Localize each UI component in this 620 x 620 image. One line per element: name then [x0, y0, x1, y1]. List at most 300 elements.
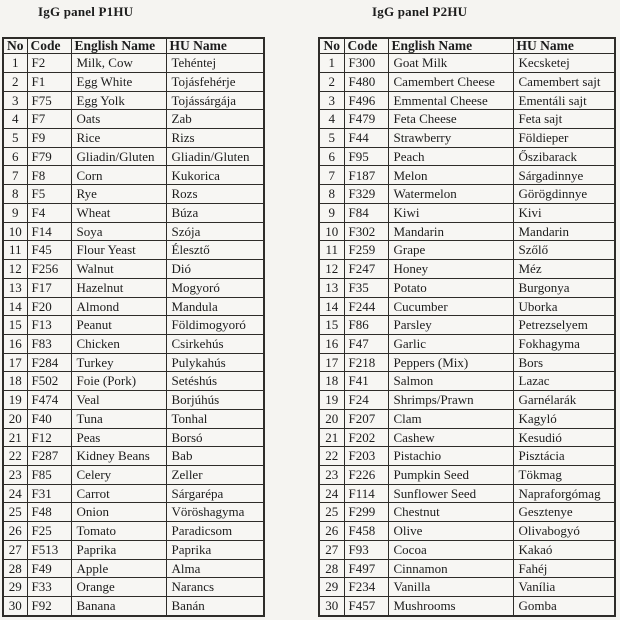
table-row — [319, 484, 615, 503]
hu-name-cell: Bab — [166, 447, 264, 466]
column-header: HU Name — [166, 38, 264, 54]
no-cell: 19 — [3, 391, 27, 410]
hu-name-cell: Zeller — [166, 465, 264, 484]
table-row — [3, 241, 264, 260]
english-name-cell: Veal — [71, 391, 166, 410]
no-cell: 1 — [3, 54, 27, 73]
english-name-cell: Carrot — [71, 484, 166, 503]
hu-name-cell: Pisztácia — [513, 447, 615, 466]
code-cell: F256 — [27, 260, 71, 279]
hu-name-cell: Olivabogyó — [513, 522, 615, 541]
code-cell: F48 — [27, 503, 71, 522]
table-row — [319, 465, 615, 484]
no-cell: 29 — [319, 578, 344, 597]
code-cell: F114 — [344, 484, 388, 503]
table-row — [3, 334, 264, 353]
hu-name-cell: Méz — [513, 260, 615, 279]
table-row — [319, 260, 615, 279]
code-cell: F40 — [27, 409, 71, 428]
code-cell: F25 — [27, 522, 71, 541]
code-cell: F12 — [27, 428, 71, 447]
hu-name-cell: Kukorica — [166, 166, 264, 185]
no-cell: 30 — [319, 597, 344, 616]
no-cell: 9 — [3, 203, 27, 222]
english-name-cell: Cinnamon — [388, 559, 513, 578]
hu-name-cell: Szója — [166, 222, 264, 241]
no-cell: 11 — [3, 241, 27, 260]
hu-name-cell: Fahéj — [513, 559, 615, 578]
column-header: Code — [344, 38, 388, 54]
hu-name-cell: Földieper — [513, 129, 615, 148]
code-cell: F7 — [27, 110, 71, 129]
table-row — [3, 503, 264, 522]
no-cell: 17 — [319, 353, 344, 372]
no-cell: 23 — [3, 465, 27, 484]
table-row — [319, 166, 615, 185]
table-row — [319, 185, 615, 204]
no-cell: 12 — [3, 260, 27, 279]
table-row — [319, 428, 615, 447]
english-name-cell: Garlic — [388, 334, 513, 353]
english-name-cell: Chestnut — [388, 503, 513, 522]
no-cell: 8 — [319, 185, 344, 204]
hu-name-cell: Földimogyoró — [166, 316, 264, 335]
code-cell: F33 — [27, 578, 71, 597]
table-row — [3, 540, 264, 559]
english-name-cell: Kidney Beans — [71, 447, 166, 466]
no-cell: 26 — [319, 522, 344, 541]
hu-name-cell: Sárgarépa — [166, 484, 264, 503]
no-cell: 2 — [319, 72, 344, 91]
code-cell: F302 — [344, 222, 388, 241]
hu-name-cell: Paradicsom — [166, 522, 264, 541]
hu-name-cell: Garnélarák — [513, 391, 615, 410]
no-cell: 13 — [319, 278, 344, 297]
code-cell: F4 — [27, 203, 71, 222]
code-cell: F244 — [344, 297, 388, 316]
table-row — [3, 72, 264, 91]
code-cell: F234 — [344, 578, 388, 597]
table-row — [319, 597, 615, 616]
table-row — [3, 447, 264, 466]
table-row — [3, 260, 264, 279]
table-row — [3, 465, 264, 484]
no-cell: 3 — [3, 91, 27, 110]
table-row — [3, 147, 264, 166]
no-cell: 13 — [3, 278, 27, 297]
column-header: English Name — [71, 38, 166, 54]
no-cell: 28 — [319, 559, 344, 578]
table-row — [319, 409, 615, 428]
hu-name-cell: Pulykahús — [166, 353, 264, 372]
table-row — [319, 316, 615, 335]
no-cell: 14 — [3, 297, 27, 316]
table-row — [319, 241, 615, 260]
header-row — [319, 38, 615, 54]
code-cell: F84 — [344, 203, 388, 222]
code-cell: F479 — [344, 110, 388, 129]
english-name-cell: Almond — [71, 297, 166, 316]
no-cell: 14 — [319, 297, 344, 316]
english-name-cell: Paprika — [71, 540, 166, 559]
table-row — [3, 54, 264, 73]
english-name-cell: Turkey — [71, 353, 166, 372]
hu-name-cell: Napraforgómag — [513, 484, 615, 503]
table-row — [319, 222, 615, 241]
no-cell: 16 — [3, 334, 27, 353]
no-cell: 26 — [3, 522, 27, 541]
code-cell: F8 — [27, 166, 71, 185]
no-cell: 16 — [319, 334, 344, 353]
english-name-cell: Honey — [388, 260, 513, 279]
table-row — [319, 522, 615, 541]
table-row — [3, 110, 264, 129]
english-name-cell: Soya — [71, 222, 166, 241]
hu-name-cell: Camembert sajt — [513, 72, 615, 91]
table-row — [3, 428, 264, 447]
table-row — [3, 372, 264, 391]
english-name-cell: Potato — [388, 278, 513, 297]
panel-p2hu — [318, 0, 616, 617]
english-name-cell: Corn — [71, 166, 166, 185]
hu-name-cell: Tökmag — [513, 465, 615, 484]
no-cell: 19 — [319, 391, 344, 410]
code-cell: F49 — [27, 559, 71, 578]
code-cell: F5 — [27, 185, 71, 204]
hu-name-cell: Dió — [166, 260, 264, 279]
hu-name-cell: Mandula — [166, 297, 264, 316]
no-cell: 5 — [319, 129, 344, 148]
english-name-cell: Salmon — [388, 372, 513, 391]
table-row — [319, 391, 615, 410]
hu-name-cell: Bors — [513, 353, 615, 372]
no-cell: 10 — [319, 222, 344, 241]
code-cell: F41 — [344, 372, 388, 391]
table-row — [319, 540, 615, 559]
english-name-cell: Gliadin/Gluten — [71, 147, 166, 166]
english-name-cell: Pistachio — [388, 447, 513, 466]
english-name-cell: Rice — [71, 129, 166, 148]
no-cell: 9 — [319, 203, 344, 222]
no-cell: 30 — [3, 597, 27, 616]
hu-name-cell: Burgonya — [513, 278, 615, 297]
table-row — [3, 297, 264, 316]
english-name-cell: Cashew — [388, 428, 513, 447]
english-name-cell: Sunflower Seed — [388, 484, 513, 503]
code-cell: F502 — [27, 372, 71, 391]
column-header: No — [319, 38, 344, 54]
table-row — [3, 409, 264, 428]
column-header: Code — [27, 38, 71, 54]
no-cell: 2 — [3, 72, 27, 91]
panel-p1hu — [2, 0, 265, 617]
code-cell: F287 — [27, 447, 71, 466]
hu-name-cell: Búza — [166, 203, 264, 222]
hu-name-cell: Borsó — [166, 428, 264, 447]
table-row — [3, 129, 264, 148]
code-cell: F92 — [27, 597, 71, 616]
code-cell: F458 — [344, 522, 388, 541]
english-name-cell: Kiwi — [388, 203, 513, 222]
english-name-cell: Camembert Cheese — [388, 72, 513, 91]
no-cell: 18 — [3, 372, 27, 391]
no-cell: 6 — [3, 147, 27, 166]
hu-name-cell: Görögdinnye — [513, 185, 615, 204]
table-row — [3, 484, 264, 503]
code-cell: F226 — [344, 465, 388, 484]
no-cell: 8 — [3, 185, 27, 204]
english-name-cell: Pumpkin Seed — [388, 465, 513, 484]
english-name-cell: Chicken — [71, 334, 166, 353]
no-cell: 27 — [3, 540, 27, 559]
english-name-cell: Peas — [71, 428, 166, 447]
english-name-cell: Goat Milk — [388, 54, 513, 73]
english-name-cell: Banana — [71, 597, 166, 616]
table-row — [319, 147, 615, 166]
column-header: HU Name — [513, 38, 615, 54]
english-name-cell: Mandarin — [388, 222, 513, 241]
hu-name-cell: Tojássárgája — [166, 91, 264, 110]
code-cell: F79 — [27, 147, 71, 166]
table-row — [3, 522, 264, 541]
no-cell: 18 — [319, 372, 344, 391]
code-cell: F44 — [344, 129, 388, 148]
table-row — [3, 203, 264, 222]
no-cell: 3 — [319, 91, 344, 110]
table-row — [319, 203, 615, 222]
no-cell: 12 — [319, 260, 344, 279]
table-row — [319, 278, 615, 297]
allergen-table-p1hu — [2, 37, 265, 617]
english-name-cell: Apple — [71, 559, 166, 578]
no-cell: 24 — [3, 484, 27, 503]
code-cell: F85 — [27, 465, 71, 484]
table-row — [319, 91, 615, 110]
code-cell: F202 — [344, 428, 388, 447]
no-cell: 7 — [3, 166, 27, 185]
no-cell: 21 — [319, 428, 344, 447]
english-name-cell: Cucumber — [388, 297, 513, 316]
english-name-cell: Shrimps/Prawn — [388, 391, 513, 410]
english-name-cell: Oats — [71, 110, 166, 129]
table-row — [3, 559, 264, 578]
hu-name-cell: Vöröshagyma — [166, 503, 264, 522]
hu-name-cell: Rozs — [166, 185, 264, 204]
table-row — [319, 72, 615, 91]
table-row — [3, 91, 264, 110]
table-row — [319, 447, 615, 466]
code-cell: F480 — [344, 72, 388, 91]
table-row — [3, 353, 264, 372]
no-cell: 4 — [3, 110, 27, 129]
code-cell: F83 — [27, 334, 71, 353]
no-cell: 7 — [319, 166, 344, 185]
table-row — [3, 185, 264, 204]
english-name-cell: Wheat — [71, 203, 166, 222]
english-name-cell: Melon — [388, 166, 513, 185]
code-cell: F20 — [27, 297, 71, 316]
table-row — [3, 578, 264, 597]
english-name-cell: Mushrooms — [388, 597, 513, 616]
code-cell: F35 — [344, 278, 388, 297]
hu-name-cell: Kakaó — [513, 540, 615, 559]
code-cell: F299 — [344, 503, 388, 522]
hu-name-cell: Tojásfehérje — [166, 72, 264, 91]
english-name-cell: Tomato — [71, 522, 166, 541]
no-cell: 23 — [319, 465, 344, 484]
no-cell: 29 — [3, 578, 27, 597]
hu-name-cell: Mandarin — [513, 222, 615, 241]
code-cell: F300 — [344, 54, 388, 73]
no-cell: 15 — [3, 316, 27, 335]
no-cell: 22 — [319, 447, 344, 466]
table-row — [3, 166, 264, 185]
code-cell: F93 — [344, 540, 388, 559]
no-cell: 25 — [319, 503, 344, 522]
hu-name-cell: Paprika — [166, 540, 264, 559]
english-name-cell: Peanut — [71, 316, 166, 335]
table-title-p2hu: IgG panel P2HU — [372, 4, 468, 19]
code-cell: F24 — [344, 391, 388, 410]
table-row — [319, 54, 615, 73]
table-row — [3, 316, 264, 335]
table-row — [319, 372, 615, 391]
english-name-cell: Parsley — [388, 316, 513, 335]
code-cell: F9 — [27, 129, 71, 148]
hu-name-cell: Őszibarack — [513, 147, 615, 166]
no-cell: 21 — [3, 428, 27, 447]
no-cell: 22 — [3, 447, 27, 466]
hu-name-cell: Élesztő — [166, 241, 264, 260]
code-cell: F187 — [344, 166, 388, 185]
hu-name-cell: Lazac — [513, 372, 615, 391]
code-cell: F259 — [344, 241, 388, 260]
hu-name-cell: Narancs — [166, 578, 264, 597]
english-name-cell: Hazelnut — [71, 278, 166, 297]
table-row — [319, 503, 615, 522]
english-name-cell: Vanilla — [388, 578, 513, 597]
code-cell: F218 — [344, 353, 388, 372]
hu-name-cell: Sárgadinnye — [513, 166, 615, 185]
english-name-cell: Onion — [71, 503, 166, 522]
english-name-cell: Cocoa — [388, 540, 513, 559]
code-cell: F497 — [344, 559, 388, 578]
hu-name-cell: Zab — [166, 110, 264, 129]
code-cell: F47 — [344, 334, 388, 353]
hu-name-cell: Gesztenye — [513, 503, 615, 522]
english-name-cell: Egg White — [71, 72, 166, 91]
code-cell: F474 — [27, 391, 71, 410]
english-name-cell: Peppers (Mix) — [388, 353, 513, 372]
table-row — [3, 597, 264, 616]
hu-name-cell: Ementáli sajt — [513, 91, 615, 110]
english-name-cell: Egg Yolk — [71, 91, 166, 110]
code-cell: F45 — [27, 241, 71, 260]
column-header: No — [3, 38, 27, 54]
hu-name-cell: Kagyló — [513, 409, 615, 428]
table-row — [319, 353, 615, 372]
hu-name-cell: Kesudió — [513, 428, 615, 447]
table-row — [319, 129, 615, 148]
allergen-table-p2hu — [318, 37, 616, 617]
code-cell: F329 — [344, 185, 388, 204]
english-name-cell: Celery — [71, 465, 166, 484]
table-row — [319, 334, 615, 353]
hu-name-cell: Gliadin/Gluten — [166, 147, 264, 166]
hu-name-cell: Szőlő — [513, 241, 615, 260]
english-name-cell: Walnut — [71, 260, 166, 279]
no-cell: 27 — [319, 540, 344, 559]
no-cell: 20 — [319, 409, 344, 428]
hu-name-cell: Uborka — [513, 297, 615, 316]
english-name-cell: Watermelon — [388, 185, 513, 204]
english-name-cell: Foie (Pork) — [71, 372, 166, 391]
english-name-cell: Tuna — [71, 409, 166, 428]
english-name-cell: Emmental Cheese — [388, 91, 513, 110]
table-row — [3, 391, 264, 410]
no-cell: 24 — [319, 484, 344, 503]
no-cell: 5 — [3, 129, 27, 148]
hu-name-cell: Vanília — [513, 578, 615, 597]
english-name-cell: Orange — [71, 578, 166, 597]
hu-name-cell: Alma — [166, 559, 264, 578]
code-cell: F14 — [27, 222, 71, 241]
hu-name-cell: Kecsketej — [513, 54, 615, 73]
hu-name-cell: Tehéntej — [166, 54, 264, 73]
hu-name-cell: Feta sajt — [513, 110, 615, 129]
no-cell: 17 — [3, 353, 27, 372]
no-cell: 20 — [3, 409, 27, 428]
hu-name-cell: Mogyoró — [166, 278, 264, 297]
header-row — [3, 38, 264, 54]
hu-name-cell: Csirkehús — [166, 334, 264, 353]
no-cell: 10 — [3, 222, 27, 241]
no-cell: 11 — [319, 241, 344, 260]
code-cell: F31 — [27, 484, 71, 503]
english-name-cell: Grape — [388, 241, 513, 260]
hu-name-cell: Setéshús — [166, 372, 264, 391]
table-row — [319, 559, 615, 578]
no-cell: 6 — [319, 147, 344, 166]
code-cell: F496 — [344, 91, 388, 110]
code-cell: F513 — [27, 540, 71, 559]
table-row — [319, 297, 615, 316]
hu-name-cell: Banán — [166, 597, 264, 616]
code-cell: F75 — [27, 91, 71, 110]
english-name-cell: Clam — [388, 409, 513, 428]
no-cell: 28 — [3, 559, 27, 578]
table-row — [319, 578, 615, 597]
hu-name-cell: Fokhagyma — [513, 334, 615, 353]
hu-name-cell: Tonhal — [166, 409, 264, 428]
code-cell: F13 — [27, 316, 71, 335]
hu-name-cell: Petrezselyem — [513, 316, 615, 335]
table-row — [3, 222, 264, 241]
table-row — [3, 278, 264, 297]
code-cell: F17 — [27, 278, 71, 297]
english-name-cell: Peach — [388, 147, 513, 166]
english-name-cell: Milk, Cow — [71, 54, 166, 73]
code-cell: F457 — [344, 597, 388, 616]
no-cell: 4 — [319, 110, 344, 129]
hu-name-cell: Rizs — [166, 129, 264, 148]
english-name-cell: Rye — [71, 185, 166, 204]
english-name-cell: Flour Yeast — [71, 241, 166, 260]
column-header: English Name — [388, 38, 513, 54]
code-cell: F86 — [344, 316, 388, 335]
code-cell: F1 — [27, 72, 71, 91]
no-cell: 1 — [319, 54, 344, 73]
